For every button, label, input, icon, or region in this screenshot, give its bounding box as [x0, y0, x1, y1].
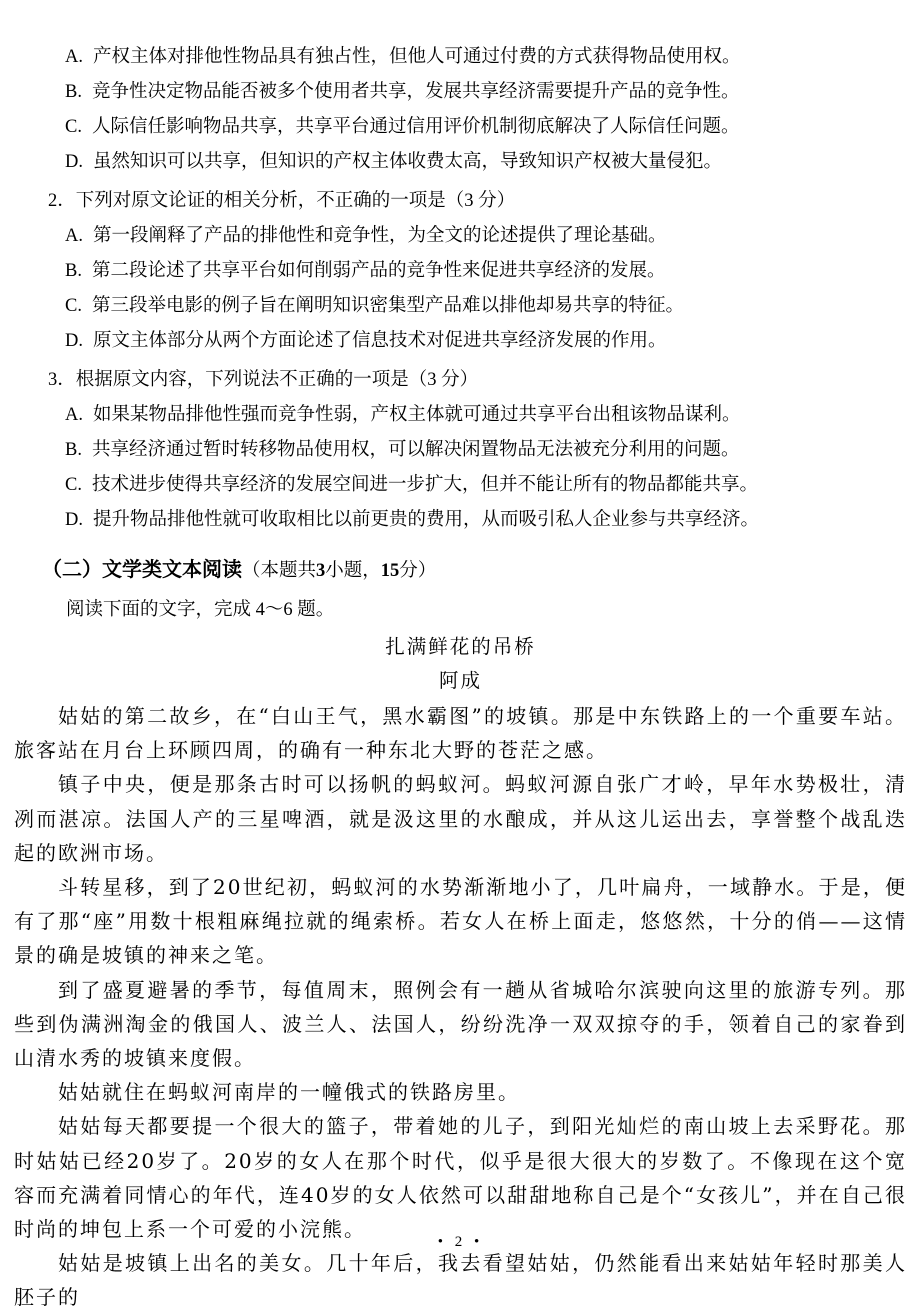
passage-paragraph: 姑姑每天都要提一个很大的篮子，带着她的儿子，到阳光灿烂的南山坡上去采野花。那时姑姑已经20岁了。20岁的女人在那个时代，似乎是很大很大的岁数了。不像现在这个宽容而充满着同情心的年代，连40岁的女人依然可以甜甜地称自己是个“女孩儿”，并在自己很时尚的坤包上系一个可爱的小浣熊。 — [14, 1114, 907, 1242]
option-text: 竞争性决定物品能否被多个使用者共享，发展共享经济需要提升产品的竞争性。 — [91, 82, 740, 102]
option-label: D. — [65, 510, 83, 530]
passage-paragraph: 斗转星移，到了20世纪初，蚂蚁河的水势渐渐地小了，几叶扁舟，一域静水。于是，便有了那“座”用数十根粗麻绳拉就的绳索桥。若女人在桥上面走，悠悠然，十分的俏——这情景的确是坡镇的神来之笔。 — [14, 875, 907, 968]
option-text: 第一段阐释了产品的排他性和竞争性，为全文的论述提供了理论基础。 — [93, 226, 667, 246]
option-text: 人际信任影响物品共享，共享平台通过信用评价机制彻底解决了人际信任问题。 — [91, 117, 740, 137]
option-text: 第三段举电影的例子旨在阐明知识密集型产品难以排他却易共享的特征。 — [91, 296, 684, 316]
question-stem: 2．下列对原文论证的相关分析，不正确的一项是（3 分） — [48, 191, 516, 211]
question-option — [65, 324, 907, 359]
option-label: B. — [65, 82, 82, 102]
question-option — [65, 468, 907, 503]
question-stem: 3．根据原文内容，下列说法不正确的一项是（3 分） — [48, 370, 479, 390]
option-label: C. — [65, 475, 82, 495]
option-text: 共享经济通过暂时转移物品使用权，可以解决闲置物品无法被充分利用的问题。 — [91, 440, 740, 460]
option-text: 提升物品排他性就可收取相比以前更贵的费用，从而吸引私人企业参与共享经济。 — [93, 510, 760, 530]
question-option — [65, 433, 907, 468]
question-option — [65, 398, 907, 433]
option-label: C. — [65, 296, 82, 316]
option-text: 第二段论述了共享平台如何削弱产品的竞争性来促进共享经济的发展。 — [91, 261, 666, 281]
question-2 — [14, 184, 907, 359]
passage-paragraph: 镇子中央，便是那条古时可以扬帆的蚂蚁河。蚂蚁河源自张广才岭，早年水势极壮，清冽而湛凉。法国人产的三星啤酒，就是汲这里的水酿成，并从这儿运出去，享誉整个战乱迭起的欧洲市场。 — [14, 772, 907, 865]
option-label: D. — [65, 152, 83, 172]
option-text: 产权主体对排他性物品具有独占性，但他人可通过付费的方式获得物品使用权。 — [93, 47, 741, 67]
passage-author: 阿成 — [438, 671, 482, 692]
passage-paragraph: 姑姑是坡镇上出名的美女。几十年后，我去看望姑姑，仍然能看出来姑姑年轻时那美人胚子的 — [14, 1251, 907, 1310]
option-text: 技术进步使得共享经济的发展空间进一步扩大，但并不能让所有的物品都能共享。 — [91, 475, 758, 495]
question-option — [65, 219, 907, 254]
passage-title: 扎满鲜花的吊桥 — [385, 637, 536, 658]
option-text: 原文主体部分从两个方面论述了信息技术对促进共享经济发展的作用。 — [93, 331, 667, 351]
question-option — [65, 503, 907, 538]
option-text: 如果某物品排他性强而竞争性弱，产权主体就可通过共享平台出租该物品谋利。 — [93, 405, 741, 425]
page-number: • 2 • — [437, 1234, 484, 1250]
option-label: B. — [65, 440, 82, 460]
question-option — [65, 254, 907, 289]
question-option — [65, 145, 907, 180]
option-label: A. — [65, 405, 83, 425]
option-label: A. — [65, 47, 83, 67]
passage-paragraph: 到了盛夏避暑的季节，每值周末，照例会有一趟从省城哈尔滨驶向这里的旅游专列。那些到伪满洲淘金的俄国人、波兰人、法国人，纷纷洗净一双双掠夺的手，领着自己的家眷到山清水秀的坡镇来度假。 — [14, 977, 907, 1071]
section-heading-paren: （本题共3小题，15分） — [242, 561, 437, 581]
passage-paragraph: 姑姑就住在蚂蚁河南岸的一幢俄式的铁路房里。 — [58, 1080, 520, 1105]
option-label: A. — [65, 226, 83, 246]
section-heading — [42, 552, 907, 589]
reading-passage — [14, 630, 907, 1315]
exam-page — [14, 40, 907, 1315]
question-option — [65, 289, 907, 324]
question-1-options — [14, 40, 907, 180]
option-label: B. — [65, 261, 82, 281]
passage-paragraph: 姑姑的第二故乡，在“白山王气，黑水霸图”的坡镇。那是中东铁路上的一个重要车站。旅客站在月台上环顾四周，的确有一种东北大野的苍茫之感。 — [14, 704, 907, 763]
reading-instruction: 阅读下面的文字，完成 4～6 题。 — [66, 600, 335, 620]
option-text: 虽然知识可以共享，但知识的产权主体收费太高，导致知识产权被大量侵犯。 — [93, 152, 723, 172]
question-option — [65, 40, 907, 75]
question-option — [65, 110, 907, 145]
section-heading-title: （二）文学类文本阅读 — [42, 559, 242, 581]
question-option — [65, 75, 907, 110]
option-label: C. — [65, 117, 82, 137]
question-3 — [14, 363, 907, 538]
option-label: D. — [65, 331, 83, 351]
